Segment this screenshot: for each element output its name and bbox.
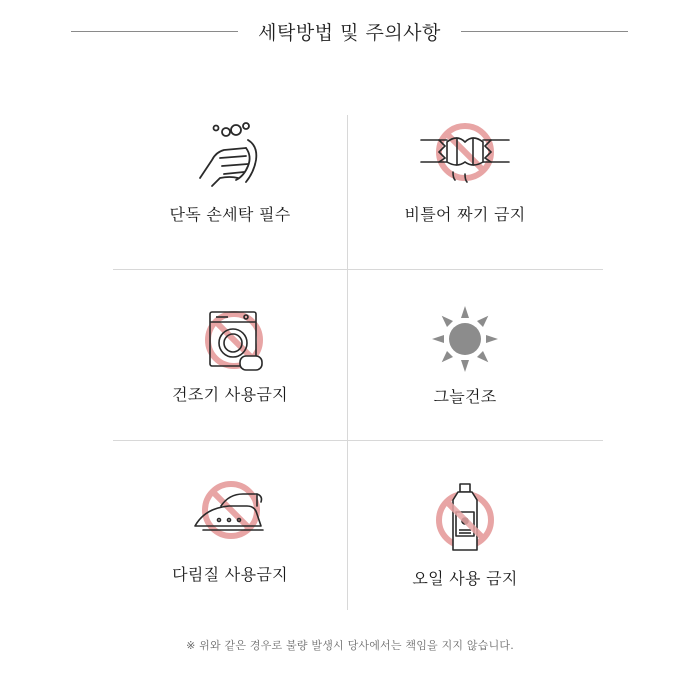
- care-item-label: 오일 사용 금지: [412, 569, 518, 588]
- care-item-no-iron: [113, 478, 347, 648]
- no-iron-icon: [185, 478, 275, 548]
- care-item-label: 그늘건조: [433, 387, 497, 406]
- section-header: [0, 12, 700, 52]
- care-item-label: 건조기 사용금지: [172, 385, 288, 404]
- no-dryer-icon: [190, 306, 270, 376]
- care-item-hand-wash: [113, 110, 347, 280]
- no-wring-icon: [417, 116, 513, 196]
- header-divider-left: [71, 31, 238, 32]
- care-item-no-wring: [348, 110, 582, 280]
- care-item-label: 다림질 사용금지: [172, 565, 288, 584]
- no-oil-icon: [425, 480, 505, 556]
- header-divider-right: [461, 31, 628, 32]
- care-item-shade-dry: [348, 300, 582, 470]
- care-item-no-dryer: [113, 300, 347, 470]
- care-item-label: 비틀어 짜기 금지: [404, 205, 526, 224]
- hand-wash-icon: [190, 116, 270, 196]
- disclaimer-note: ※ 위와 같은 경우로 불량 발생시 당사에서는 책임을 지지 않습니다.: [186, 639, 514, 652]
- page-title: 세탁방법 및 주의사항: [258, 22, 441, 44]
- sun-shade-dry-icon: [430, 304, 500, 374]
- care-item-label: 단독 손세탁 필수: [169, 205, 291, 224]
- care-item-no-oil: [348, 478, 582, 648]
